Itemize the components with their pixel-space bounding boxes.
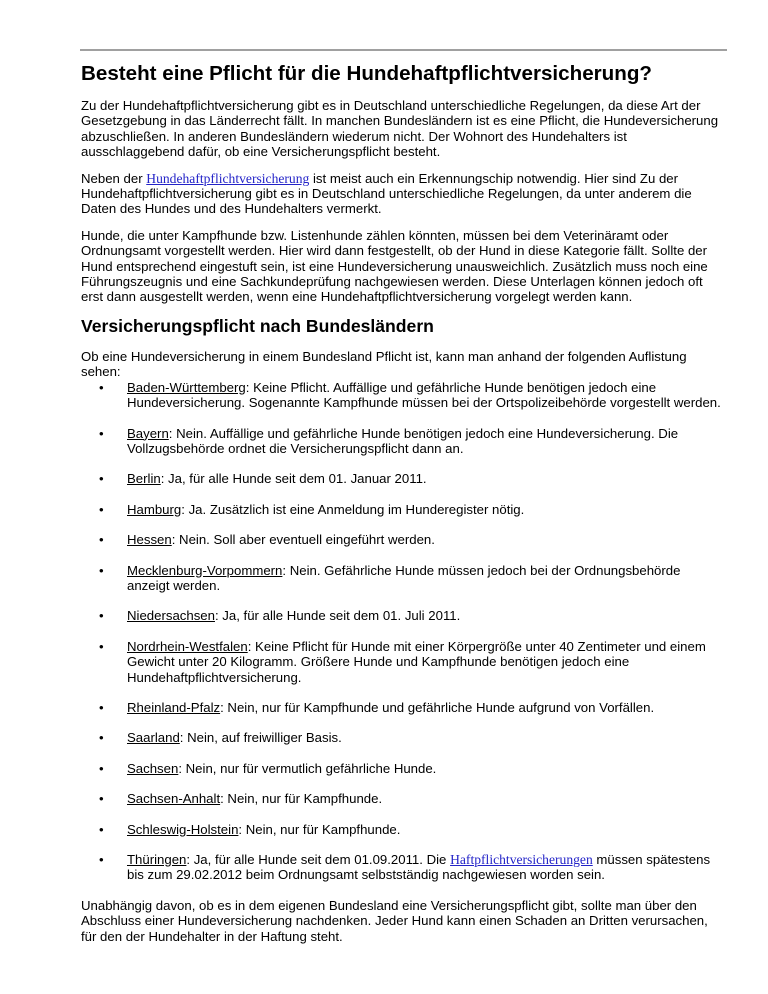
bullet: • [99, 821, 104, 837]
list-item [81, 608, 726, 623]
state-name: Baden-Württemberg [127, 379, 246, 395]
state-name: Hamburg [127, 501, 182, 517]
state-text: : Keine Pflicht für Hunde mit einer Körpergröße unter 40 Zentimeter und einem Gewicht unter 20 Kilogramm. Größere Hunde und Kampfhunde benötigen jedoch eine Hundehaftpflichtversicherung. [127, 638, 706, 685]
state-name: Sachsen [127, 760, 179, 776]
list-item [81, 639, 726, 685]
list-item [81, 380, 726, 411]
state-text: : Nein. Auffällige und gefährliche Hunde benötigen jedoch eine Hundeversicherung. Die Vollzugsbehörde ordnet die Versicherungspflicht dann an. [127, 425, 679, 456]
bullet: • [99, 379, 104, 395]
paragraph-chip-before: Neben der [81, 170, 147, 186]
state-text: : Nein, nur für Kampfhunde und gefährliche Hunde aufgrund von Vorfällen. [220, 699, 655, 715]
list-item [81, 502, 726, 517]
state-text: : Nein, nur für Kampfhunde. [220, 791, 383, 807]
state-name: Nordrhein-Westfalen [127, 638, 248, 654]
list-item [81, 563, 726, 594]
list-item [81, 700, 726, 715]
document-body [81, 62, 726, 955]
state-name: Schleswig-Holstein [127, 821, 239, 837]
state-name: Niedersachsen [127, 608, 215, 624]
haftpflicht-link[interactable]: Haftpflichtversicherungen [450, 852, 593, 867]
bullet: • [99, 501, 104, 517]
list-item [81, 822, 726, 837]
list-item-thueringen [81, 852, 726, 883]
list-intro: Ob eine Hundeversicherung in einem Bundesland Pflicht ist, kann man anhand der folgenden Auflistung sehen: [81, 348, 687, 380]
list-item [81, 791, 726, 806]
header-rule [80, 49, 727, 51]
state-text-before: : Ja, für alle Hunde seit dem 01.09.2011. Die [186, 852, 451, 867]
state-name: Sachsen-Anhalt [127, 791, 221, 807]
state-text: : Ja, für alle Hunde seit dem 01. Juli 2011. [214, 608, 461, 624]
bullet: • [99, 608, 104, 624]
bullet: • [99, 471, 104, 487]
state-text: : Ja, für alle Hunde seit dem 01. Januar 2011. [160, 471, 427, 487]
list-item [81, 471, 726, 486]
state-text: : Ja. Zusätzlich ist eine Anmeldung im Hunderegister nötig. [181, 501, 525, 517]
state-text: : Keine Pflicht. Auffällige und gefährliche Hunde benötigen jedoch eine Hundeversicherung. Sogenannte Kampfhunde müssen bei der Ortspolizeibehörde vorgestellt werden. [127, 379, 721, 411]
state-name: Hessen [127, 532, 172, 548]
state-text: : Nein. Soll aber eventuell eingeführt werden. [171, 532, 435, 548]
paragraph-intro: Zu der Hundehaftpflichtversicherung gibt es in Deutschland unterschiedliche Regelungen, da diese Art der Gesetzgebung in das Länderrecht fällt. In manchen Bundesländern ist es eine Pflicht, die Hundeversicherung abzuschließen. In anderen Bundesländern wiederum nicht. Der Wohnort des Hundehalters ist ausschlaggebend dafür, ob eine Versicherungspflicht besteht. [81, 98, 719, 160]
state-name: Saarland [127, 730, 180, 746]
paragraph-chip [81, 171, 726, 217]
list-item [81, 761, 726, 776]
bullet: • [99, 638, 104, 654]
bullet: • [99, 562, 104, 578]
state-list [81, 380, 726, 883]
list-item [81, 426, 726, 457]
bullet: • [99, 730, 104, 746]
state-name: Bayern [127, 425, 169, 441]
state-name: Thüringen [127, 852, 187, 867]
list-item [81, 730, 726, 745]
bullet: • [99, 760, 104, 776]
state-text: : Nein, nur für vermutlich gefährliche Hunde. [178, 760, 437, 776]
state-name: Mecklenburg-Vorpommern [127, 562, 283, 578]
state-text: : Nein. Gefährliche Hunde müssen jedoch bei der Ordnungsbehörde anzeigt werden. [127, 562, 681, 593]
paragraph-closing: Unabhängig davon, ob es in dem eigenen Bundesland eine Versicherungspflicht gibt, sollte man über den Abschluss einer Hundeversicherung nachdenken. Jeder Hund kann einen Schaden an Dritten verursachen, für den der Hundehalter in der Haftung steht. [81, 897, 708, 944]
paragraph-kampfhunde: Hunde, die unter Kampfhunde bzw. Listenhunde zählen könnten, müssen bei dem Veterinäramt oder Ordnungsamt vorgestellt werden. Hier wird dann festgestellt, ob der Hund in diese Kategorie fällt. Sollte der Hund entsprechend eingestuft sein, ist eine Hundeversicherung unausweichlich. Zusätzlich muss noch eine Führungszeugnis und eine Sachkundeprüfung nachgewiesen werden. Diese Unterlagen können jedoch oft erst dann ausgestellt werden, wenn eine Hundehaftpflichtversicherung vorgelegt werden kann. [81, 227, 708, 305]
bullet: • [99, 852, 104, 867]
section-heading: Versicherungspflicht nach Bundesländern [81, 315, 434, 336]
page-title: Besteht eine Pflicht für die Hundehaftpflichtversicherung? [81, 62, 652, 85]
state-name: Rheinland-Pfalz [127, 699, 221, 715]
state-text: : Nein, auf freiwilliger Basis. [179, 730, 342, 746]
bullet: • [99, 532, 104, 548]
bullet: • [99, 425, 104, 441]
bullet: • [99, 699, 104, 715]
state-name: Berlin [127, 471, 161, 487]
hundehaftpflicht-link[interactable]: Hundehaftpflichtversicherung [146, 170, 310, 186]
bullet: • [99, 791, 104, 807]
state-text-after: müssen spätestens bis zum 29.02.2012 beim Ordnungsamt selbstständig nachgewiesen worden sein. [127, 852, 711, 883]
list-item [81, 532, 726, 547]
paragraph-chip-after: ist meist auch ein Erkennungschip notwendig. Hier sind Zu der Hundehaftpflichtversicherung gibt es in Deutschland unterschiedliche Regelungen, da unter anderem die Daten des Hundes und des Hundehalters vermerkt. [81, 170, 692, 217]
state-text: : Nein, nur für Kampfhunde. [238, 821, 401, 837]
